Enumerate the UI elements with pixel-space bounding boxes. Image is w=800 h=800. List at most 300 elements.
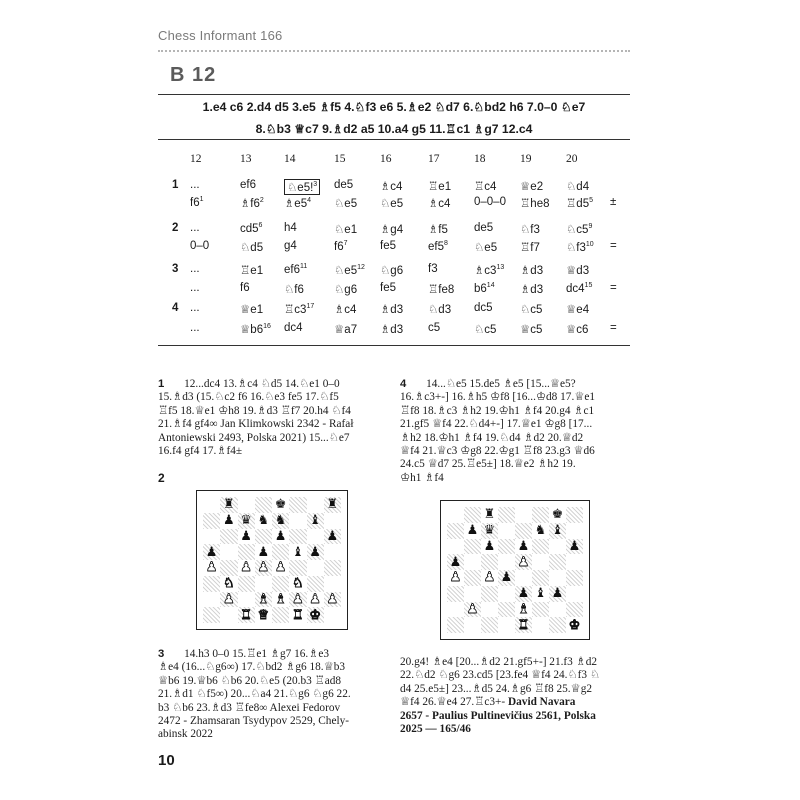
board-square bbox=[566, 602, 583, 618]
board-square bbox=[220, 544, 237, 560]
board-square bbox=[481, 570, 498, 586]
move-text: ♘e5 bbox=[334, 265, 358, 277]
table-header-cell: 18 bbox=[474, 153, 486, 165]
move-text: dc4 bbox=[284, 322, 303, 334]
note-line: 14...♘e5 15.de5 ♗e5 [15...♕e5? bbox=[426, 378, 576, 390]
move-text: g4 bbox=[284, 240, 297, 252]
note-line: 21.♗d1 ♘f5∞) 20...♘a4 21.♘g6 ♘g6 22. bbox=[158, 688, 351, 701]
black-piece-icon: ♟ bbox=[274, 528, 287, 544]
move-text: 0–0–0 bbox=[474, 196, 506, 208]
footnote-ref: 6 bbox=[258, 222, 263, 229]
table-header-cell: 14 bbox=[284, 153, 296, 165]
footnote-ref: 12 bbox=[357, 264, 365, 272]
board-square bbox=[481, 586, 498, 602]
table-cell bbox=[520, 322, 542, 336]
note-line: 16.f4 gf4 17.♗f4± bbox=[158, 445, 243, 458]
board-square bbox=[255, 592, 272, 608]
move-text: ♘d4 bbox=[566, 181, 590, 193]
move-text: ♕e1 bbox=[240, 304, 264, 316]
move-text: cd5 bbox=[240, 222, 259, 235]
move-text: ♗c4 bbox=[380, 181, 403, 193]
table-cell bbox=[190, 196, 204, 209]
black-piece-icon: ♟ bbox=[257, 544, 270, 560]
board-square bbox=[238, 576, 255, 592]
table-cell bbox=[284, 240, 297, 252]
move-text: ef5 bbox=[428, 240, 444, 253]
board-square bbox=[464, 586, 481, 602]
table-cell bbox=[380, 179, 402, 193]
board-square bbox=[203, 607, 220, 623]
table-row-number: 2 bbox=[172, 222, 179, 234]
board-square bbox=[532, 617, 549, 633]
black-piece-icon: ♞ bbox=[274, 513, 287, 529]
board-square bbox=[220, 576, 237, 592]
table-cell bbox=[284, 179, 320, 195]
board-square bbox=[307, 513, 324, 529]
black-piece-icon: ♟ bbox=[205, 544, 218, 560]
table-cell bbox=[566, 179, 589, 193]
board-square bbox=[289, 513, 306, 529]
board-square bbox=[272, 513, 289, 529]
move-text: ♗d3 bbox=[380, 324, 404, 336]
board-square bbox=[532, 523, 549, 539]
board-square bbox=[307, 576, 324, 592]
eco-code: B 12 bbox=[170, 64, 217, 86]
table-cell bbox=[190, 240, 209, 252]
move-text: ♕c6 bbox=[566, 324, 589, 336]
table-cell bbox=[334, 302, 356, 316]
white-piece-icon: ♟ bbox=[517, 554, 530, 570]
black-piece-icon: ♝ bbox=[292, 544, 304, 560]
table-row-number: 1 bbox=[172, 179, 179, 191]
table-cell bbox=[380, 282, 396, 294]
table-cell bbox=[474, 240, 497, 254]
note-1 bbox=[158, 378, 388, 458]
board-square bbox=[447, 539, 464, 555]
board-square bbox=[515, 602, 532, 618]
table-row-number: 3 bbox=[172, 263, 179, 275]
table-header-cell: 16 bbox=[380, 153, 392, 165]
board-square bbox=[464, 507, 481, 523]
footnote-ref: 9 bbox=[588, 223, 593, 231]
table-cell bbox=[428, 302, 451, 316]
note-line: 16.♗c3+-] 16.♗h5 ♔f8 [16...♔d8 17.♕e1 bbox=[400, 391, 596, 404]
note-line: ♕f4 21.♕c3 ♔g8 22.♔g1 ♖f8 23.g3 ♕d6 bbox=[400, 445, 595, 458]
table-cell bbox=[190, 179, 200, 191]
note-line: d4 25.e5±] 23...♗d5 24.♗g6 ♖f8 25.♕g2 bbox=[400, 682, 592, 695]
move-text: ♘d5 bbox=[240, 242, 264, 254]
board-square bbox=[498, 507, 515, 523]
board-square bbox=[220, 513, 237, 529]
table-cell bbox=[566, 282, 592, 295]
black-piece-icon: ♞ bbox=[534, 523, 547, 539]
black-piece-icon: ♟ bbox=[223, 513, 235, 529]
board-square bbox=[238, 592, 255, 608]
board-square bbox=[515, 523, 532, 539]
note-number: 1 bbox=[158, 378, 165, 390]
note-continuation: 20.g4! ♗e4 [20...♗d2 21.gf5+-] 21.f3 ♗d2 22.♘d2 ♘g6 23.cd5 [23.fe4 ♕f4 24.♘f3 ♘ d4 25.e5±] 23...♗d5 24.♗g6 ♖f8 25.♕g2 ♕f4 26.♕e4 27.♖c3+- David Navara 2657 - Paulius Pultinevičius 2561, Polska 2025 — 165/46 bbox=[400, 656, 632, 736]
black-piece-icon: ♟ bbox=[517, 538, 530, 554]
board-square bbox=[498, 586, 515, 602]
board-square bbox=[238, 607, 255, 623]
move-text: ♖e1 bbox=[428, 181, 452, 193]
table-bottom-rule bbox=[158, 345, 630, 346]
note-line: 12...dc4 13.♗c4 ♘d5 14.♘e1 0–0 bbox=[184, 378, 340, 390]
board-square bbox=[566, 617, 583, 633]
table-cell bbox=[284, 196, 311, 210]
note-line: 24.c5 ♕d7 25.♖e5±] 18.♕e2 ♗h2 19. bbox=[400, 458, 576, 471]
black-piece-icon: ♟ bbox=[449, 554, 462, 570]
move-text: f6 bbox=[190, 196, 200, 209]
white-piece-icon: ♟ bbox=[326, 591, 339, 607]
move-text: = bbox=[610, 240, 617, 252]
board-square bbox=[549, 602, 566, 618]
black-piece-icon: ♜ bbox=[483, 507, 496, 523]
board-square bbox=[566, 539, 583, 555]
board-square bbox=[289, 607, 306, 623]
move-text: ♖f7 bbox=[520, 242, 540, 254]
move-text: ♖c3 bbox=[284, 304, 307, 316]
board-square bbox=[464, 539, 481, 555]
footnote-ref: 5 bbox=[589, 197, 594, 205]
table-header-cell: 15 bbox=[334, 153, 346, 165]
board-square bbox=[324, 513, 341, 529]
footnote-ref: 11 bbox=[300, 263, 308, 270]
table-cell bbox=[520, 196, 550, 210]
board-square bbox=[238, 560, 255, 576]
white-piece-icon: ♜ bbox=[292, 607, 304, 623]
white-piece-icon: ♟ bbox=[274, 560, 287, 576]
table-cell bbox=[520, 282, 543, 296]
board-square bbox=[324, 544, 341, 560]
table-cell bbox=[190, 222, 200, 234]
white-piece-icon: ♟ bbox=[205, 560, 218, 576]
board-square bbox=[289, 544, 306, 560]
board-square bbox=[255, 529, 272, 545]
move-text: ♘e5 bbox=[334, 198, 358, 210]
table-cell bbox=[190, 302, 200, 314]
table-cell bbox=[284, 302, 314, 316]
table-cell bbox=[474, 322, 496, 336]
board-square bbox=[515, 539, 532, 555]
table-cell bbox=[610, 282, 617, 294]
main-line-box bbox=[158, 94, 630, 140]
board-square bbox=[464, 523, 481, 539]
board-square bbox=[203, 544, 220, 560]
white-piece-icon: ♟ bbox=[309, 591, 321, 607]
board-square bbox=[498, 554, 515, 570]
white-piece-icon: ♚ bbox=[568, 617, 581, 633]
table-cell bbox=[284, 282, 304, 296]
black-piece-icon: ♞ bbox=[257, 513, 270, 529]
board-square bbox=[498, 617, 515, 633]
board-square bbox=[238, 497, 255, 513]
board-square bbox=[289, 529, 306, 545]
board-square bbox=[481, 617, 498, 633]
table-cell bbox=[428, 196, 450, 210]
move-text: ♗d3 bbox=[380, 304, 404, 316]
board-square bbox=[307, 592, 324, 608]
black-piece-icon: ♟ bbox=[466, 523, 479, 539]
board-square bbox=[481, 507, 498, 523]
board-square bbox=[238, 529, 255, 545]
board-square bbox=[203, 497, 220, 513]
note-number: 4 bbox=[400, 378, 407, 390]
table-cell bbox=[474, 179, 496, 193]
board-square bbox=[549, 586, 566, 602]
game-source: 2025 — 165/46 bbox=[400, 723, 471, 736]
page-number: 10 bbox=[158, 752, 175, 769]
white-piece-icon: ♜ bbox=[240, 607, 252, 623]
board-square bbox=[532, 602, 549, 618]
note-line: ♕f4 26.♕e4 27.♖c3+- bbox=[400, 696, 506, 709]
board-square bbox=[255, 513, 272, 529]
table-cell bbox=[334, 282, 357, 296]
move-text: b6 bbox=[474, 282, 487, 295]
table-cell bbox=[474, 196, 506, 208]
running-head: Chess Informant 166 bbox=[158, 28, 283, 43]
move-text: ... bbox=[190, 263, 200, 275]
board-square bbox=[203, 592, 220, 608]
move-text: ♘e1 bbox=[334, 224, 358, 236]
note-line: 20.g4! ♗e4 [20...♗d2 21.gf5+-] 21.f3 ♗d2 bbox=[400, 656, 598, 668]
board-square bbox=[447, 602, 464, 618]
move-text: ♗c4 bbox=[428, 198, 451, 210]
black-piece-icon: ♟ bbox=[326, 528, 339, 544]
board-square bbox=[307, 544, 324, 560]
board-square bbox=[203, 560, 220, 576]
chess-diagram-2 bbox=[196, 490, 348, 630]
board-square bbox=[566, 554, 583, 570]
table-cell bbox=[610, 196, 616, 208]
board-square bbox=[255, 497, 272, 513]
note-line: Antoniewski 2493, Polska 2021) 15...♘e7 bbox=[158, 431, 350, 444]
board-square bbox=[515, 586, 532, 602]
move-text: ♖he8 bbox=[520, 198, 550, 210]
board-square bbox=[566, 507, 583, 523]
note-line: ♕b6 19.♕b6 ♘b6 20.♘e5 (20.b3 ♖ad8 bbox=[158, 674, 342, 687]
move-text: ♗e5 bbox=[284, 198, 308, 210]
board-square bbox=[238, 513, 255, 529]
board-square bbox=[238, 544, 255, 560]
white-piece-icon: ♟ bbox=[240, 560, 252, 576]
table-cell bbox=[428, 222, 448, 236]
board-square bbox=[481, 523, 498, 539]
board-square bbox=[324, 592, 341, 608]
table-header-cell: 13 bbox=[240, 153, 252, 165]
table-cell bbox=[240, 196, 264, 210]
move-text: ef6 bbox=[240, 179, 256, 191]
table-cell bbox=[474, 263, 504, 277]
table-cell bbox=[520, 222, 540, 236]
note-4 bbox=[400, 378, 632, 485]
table-header-cell: 19 bbox=[520, 153, 532, 165]
footnote-ref: 2 bbox=[259, 197, 264, 205]
board-square bbox=[498, 523, 515, 539]
move-text: de5 bbox=[334, 179, 354, 191]
table-cell bbox=[610, 240, 617, 252]
board-square bbox=[481, 602, 498, 618]
black-piece-icon: ♟ bbox=[517, 586, 530, 602]
board-square bbox=[447, 507, 464, 523]
move-text: f6 bbox=[240, 282, 250, 294]
board-square bbox=[532, 539, 549, 555]
board-square bbox=[255, 576, 272, 592]
main-line-2: 8.♘b3 ♕c7 9.♗d2 a5 10.a4 g5 11.♖c1 ♗g7 12.c4 bbox=[255, 122, 533, 136]
black-piece-icon: ♟ bbox=[240, 528, 252, 544]
black-piece-icon: ♟ bbox=[483, 538, 496, 554]
footnote-ref: 3 bbox=[313, 181, 318, 189]
board-square bbox=[532, 570, 549, 586]
table-cell bbox=[380, 322, 403, 336]
black-piece-icon: ♜ bbox=[223, 497, 235, 513]
table-cell bbox=[520, 302, 542, 316]
footnote-ref: 15 bbox=[584, 282, 593, 289]
note-line: 21.♗f4 gf4∞ Jan Klimkowski 2342 - Rafał bbox=[158, 418, 354, 431]
board-square bbox=[220, 607, 237, 623]
table-cell bbox=[566, 263, 589, 277]
move-text: de5 bbox=[474, 222, 494, 234]
note-line: ♖f8 18.♗c3 ♗h2 19.♔h1 ♗f4 20.g4 ♗c1 bbox=[400, 404, 595, 417]
move-text: ♕b6 bbox=[240, 324, 264, 336]
board-square bbox=[289, 560, 306, 576]
white-piece-icon: ♝ bbox=[274, 591, 287, 607]
table-cell bbox=[428, 240, 448, 253]
black-piece-icon: ♛ bbox=[240, 513, 252, 529]
move-text: ef6 bbox=[284, 263, 300, 276]
table-header-cell: 17 bbox=[428, 153, 440, 165]
white-piece-icon: ♚ bbox=[309, 607, 321, 623]
board-square bbox=[515, 617, 532, 633]
table-cell bbox=[334, 179, 353, 191]
board-square bbox=[549, 570, 566, 586]
black-piece-icon: ♝ bbox=[534, 586, 547, 602]
move-text: ♖d5 bbox=[566, 198, 590, 210]
table-cell bbox=[474, 282, 495, 295]
table-cell bbox=[610, 322, 617, 334]
move-text: 0–0 bbox=[190, 240, 210, 252]
black-piece-icon: ♚ bbox=[274, 497, 287, 513]
board-square bbox=[498, 602, 515, 618]
move-text: ♘g6 bbox=[334, 284, 358, 296]
table-cell bbox=[380, 263, 403, 277]
chess-diagram-4 bbox=[440, 500, 590, 640]
note-line: 21.gf5 ♕f4 22.♘d4+-] 17.♕e1 ♔g8 [17... bbox=[400, 418, 593, 431]
table-cell bbox=[240, 322, 271, 336]
table-cell bbox=[566, 240, 594, 254]
board-square bbox=[447, 523, 464, 539]
white-piece-icon: ♟ bbox=[449, 570, 462, 586]
table-cell bbox=[240, 263, 263, 277]
board-square bbox=[203, 576, 220, 592]
footnote-ref: 16 bbox=[263, 323, 271, 331]
note-line: 15.♗d3 (15.♘c2 f6 16.♘e3 fe5 17.♘f5 bbox=[158, 391, 339, 404]
move-text: ♗c3 bbox=[474, 265, 497, 277]
board-square bbox=[481, 554, 498, 570]
table-cell bbox=[190, 263, 200, 275]
chessboard bbox=[203, 497, 341, 623]
board-square bbox=[515, 507, 532, 523]
table-cell bbox=[334, 240, 348, 253]
board-square bbox=[324, 529, 341, 545]
table-header-cell: 12 bbox=[190, 153, 202, 165]
table-cell bbox=[474, 302, 493, 314]
table-cell bbox=[520, 240, 540, 254]
white-piece-icon: ♟ bbox=[483, 570, 496, 586]
table-header-cell: 20 bbox=[566, 153, 578, 165]
players: David Navara bbox=[507, 696, 576, 709]
move-text: ♖e1 bbox=[240, 265, 264, 277]
move-text: ♕a7 bbox=[334, 324, 358, 336]
move-text: ♖c4 bbox=[474, 181, 497, 193]
move-text: = bbox=[610, 322, 617, 334]
board-square bbox=[220, 592, 237, 608]
move-text: ♘d3 bbox=[428, 304, 452, 316]
note-line: ♖f5 18.♕e1 ♔h8 19.♗d3 ♖f7 20.h4 ♘f4 bbox=[158, 404, 351, 417]
board-square bbox=[289, 497, 306, 513]
move-text: ♗f6 bbox=[240, 198, 260, 210]
board-square bbox=[272, 497, 289, 513]
note-line: ♗h2 18.♔h1 ♗f4 19.♘d4 ♗d2 20.♕d2 bbox=[400, 431, 584, 444]
move-text: fe5 bbox=[380, 240, 396, 252]
move-text: ♗g4 bbox=[380, 224, 404, 236]
move-text: ♗d3 bbox=[520, 284, 544, 296]
move-text: ♗c4 bbox=[334, 304, 357, 316]
table-cell bbox=[240, 282, 250, 294]
table-row-number: 4 bbox=[172, 302, 179, 314]
board-square bbox=[272, 576, 289, 592]
board-square bbox=[289, 576, 306, 592]
move-text: ... bbox=[190, 179, 200, 191]
note-line: 14.h3 0–0 15.♖e1 ♗g7 16.♗e3 bbox=[184, 648, 329, 660]
board-square bbox=[324, 576, 341, 592]
board-square bbox=[447, 570, 464, 586]
move-text: ♘e5 bbox=[380, 198, 404, 210]
table-cell bbox=[240, 302, 263, 316]
move-text: ♘c5 bbox=[520, 304, 543, 316]
board-square bbox=[203, 513, 220, 529]
white-piece-icon: ♛ bbox=[257, 607, 270, 623]
board-square bbox=[272, 592, 289, 608]
white-piece-icon: ♞ bbox=[223, 576, 235, 592]
table-cell bbox=[566, 222, 592, 236]
table-cell bbox=[284, 263, 307, 276]
move-text: ♕e2 bbox=[520, 181, 544, 193]
white-piece-icon: ♞ bbox=[292, 576, 304, 592]
board-square bbox=[532, 554, 549, 570]
move-text: ♘f3 bbox=[566, 242, 586, 254]
white-piece-icon: ♟ bbox=[466, 601, 479, 617]
note-line: b3 ♘b6 23.♗d3 ♖fe8∞ Alexei Fedorov bbox=[158, 701, 341, 714]
move-text: ... bbox=[190, 322, 200, 334]
table-cell bbox=[428, 263, 438, 275]
table-cell bbox=[334, 222, 357, 236]
board-square bbox=[464, 570, 481, 586]
move-text: ♕c5 bbox=[520, 324, 543, 336]
board-square bbox=[549, 507, 566, 523]
board-square bbox=[324, 560, 341, 576]
black-piece-icon: ♛ bbox=[483, 523, 496, 539]
black-piece-icon: ♚ bbox=[551, 507, 564, 523]
move-text: ♖fe8 bbox=[428, 284, 455, 296]
table-cell bbox=[428, 322, 440, 334]
move-text: ♘e5 bbox=[474, 242, 498, 254]
board-square bbox=[307, 560, 324, 576]
board-square bbox=[515, 570, 532, 586]
board-square bbox=[464, 617, 481, 633]
move-text: f6 bbox=[334, 240, 344, 253]
board-square bbox=[220, 529, 237, 545]
